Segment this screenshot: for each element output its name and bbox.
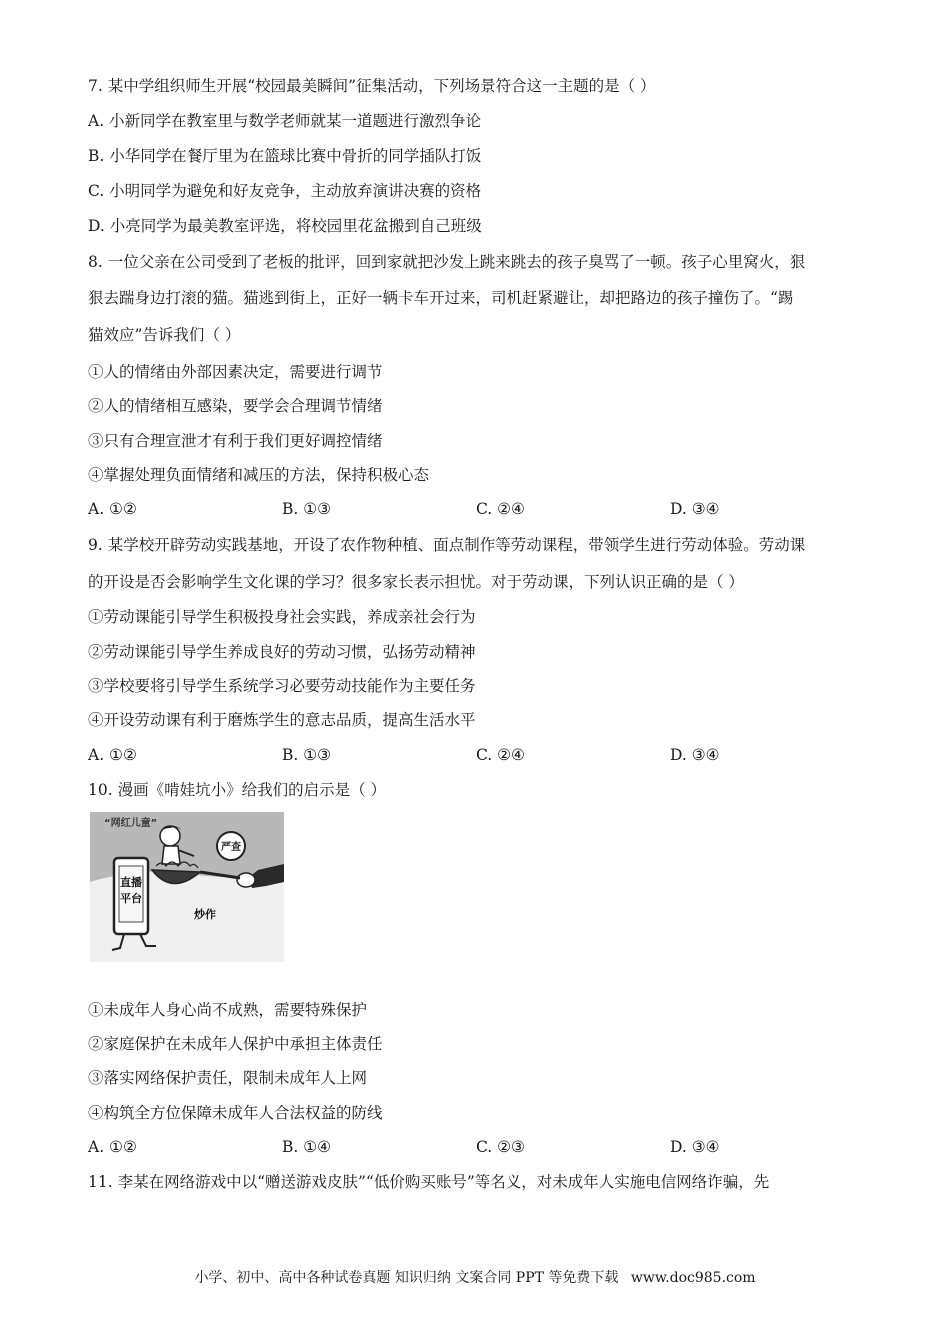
q8-statement-3: ③只有合理宣泄才有利于我们更好调控情绪 <box>88 432 383 450</box>
q8-statement-2: ②人的情绪相互感染，要学会合理调节情绪 <box>88 397 383 415</box>
q10-statement-2: ②家庭保护在未成年人保护中承担主体责任 <box>88 1035 383 1053</box>
q8-stem-line-1: 8. 一位父亲在公司受到了老板的批评，回到家就把沙发上跳来跳去的孩子臭骂了一顿。孩子心里窝火，狠 <box>88 253 806 271</box>
cartoon-illustration <box>90 812 284 962</box>
child-body-icon <box>162 846 180 864</box>
q9-statement-4: ④开设劳动课有利于磨炼学生的意志品质，提高生活水平 <box>88 711 476 729</box>
cartoon-label-platform-1: 直播 <box>120 876 142 889</box>
q7-option-d: D. 小亮同学为最美教室评选，将校园里花盆搬到自己班级 <box>88 217 482 235</box>
footer-link[interactable]: www.doc985.com <box>630 1270 756 1286</box>
q9-option-d: D. ③④ <box>670 746 720 764</box>
q10-option-c: C. ②③ <box>476 1138 525 1156</box>
page-footer <box>0 1268 950 1288</box>
q9-option-b: B. ①③ <box>282 746 332 764</box>
q9-statement-1: ①劳动课能引导学生积极投身社会实践，养成亲社会行为 <box>88 608 476 626</box>
cartoon-label-platform-2: 平台 <box>120 892 142 905</box>
q10-option-b: B. ①④ <box>282 1138 332 1156</box>
q8-option-a: A. ①② <box>88 500 137 518</box>
q9-option-a: A. ①② <box>88 746 137 764</box>
cartoon-label-hype: 炒作 <box>194 908 216 921</box>
q10-statement-3: ③落实网络保护责任，限制未成年人上网 <box>88 1069 368 1087</box>
q9-option-c: C. ②④ <box>476 746 525 764</box>
q8-statement-4: ④掌握处理负面情绪和减压的方法，保持积极心态 <box>88 466 430 484</box>
q10-option-a: A. ①② <box>88 1138 137 1156</box>
q9-stem-line-1: 9. 某学校开辟劳动实践基地，开设了农作物种植、面点制作等劳动课程，带领学生进行劳动体验。劳动课 <box>88 536 806 554</box>
cartoon-label-top: “网红儿童” <box>104 818 158 829</box>
q10-stem: 10. 漫画《啃娃坑小》给我们的启示是（ ） <box>88 781 387 799</box>
q8-option-c: C. ②④ <box>476 500 525 518</box>
q10-statement-1: ①未成年人身心尚不成熟，需要特殊保护 <box>88 1001 368 1019</box>
q10-option-d: D. ③④ <box>670 1138 720 1156</box>
cartoon-image <box>90 812 284 962</box>
q7-option-b: B. 小华同学在餐厅里为在篮球比赛中骨折的同学插队打饭 <box>88 147 482 165</box>
q7-option-a: A. 小新同学在教室里与数学老师就某一道题进行激烈争论 <box>88 112 482 130</box>
cartoon-label-stamp: 严查 <box>221 842 241 853</box>
q8-stem-line-3: 猫效应”告诉我们（ ） <box>88 326 241 344</box>
q7-option-c: C. 小明同学为避免和好友竞争，主动放弃演讲决赛的资格 <box>88 182 482 200</box>
q10-statement-4: ④构筑全方位保障未成年人合法权益的防线 <box>88 1104 383 1122</box>
q7-stem: 7. 某中学组织师生开展“校园最美瞬间”征集活动，下列场景符合这一主题的是（ ） <box>88 77 656 95</box>
q8-option-d: D. ③④ <box>670 500 720 518</box>
q8-stem-line-2: 狠去踹身边打滚的猫。猫逃到街上，正好一辆卡车开过来，司机赶紧避让，却把路边的孩子撞伤了。“踢 <box>88 289 794 307</box>
q8-statement-1: ①人的情绪由外部因素决定，需要进行调节 <box>88 363 383 381</box>
footer-text: 小学、初中、高中各种试卷真题 知识归纳 文案合同 PPT 等免费下载 <box>194 1270 619 1286</box>
q8-option-b: B. ①③ <box>282 500 332 518</box>
q11-stem: 11. 李某在网络游戏中以“赠送游戏皮肤”“低价购买账号”等名义，对未成年人实施电信网络诈骗，先 <box>88 1173 770 1191</box>
q9-statement-3: ③学校要将引导学生系统学习必要劳动技能作为主要任务 <box>88 677 476 695</box>
hand-fist-icon <box>237 873 255 887</box>
q9-stem-line-2: 的开设是否会影响学生文化课的学习？很多家长表示担忧。对于劳动课，下列认识正确的是（ ） <box>88 573 744 591</box>
q9-statement-2: ②劳动课能引导学生养成良好的劳动习惯，弘扬劳动精神 <box>88 643 476 661</box>
